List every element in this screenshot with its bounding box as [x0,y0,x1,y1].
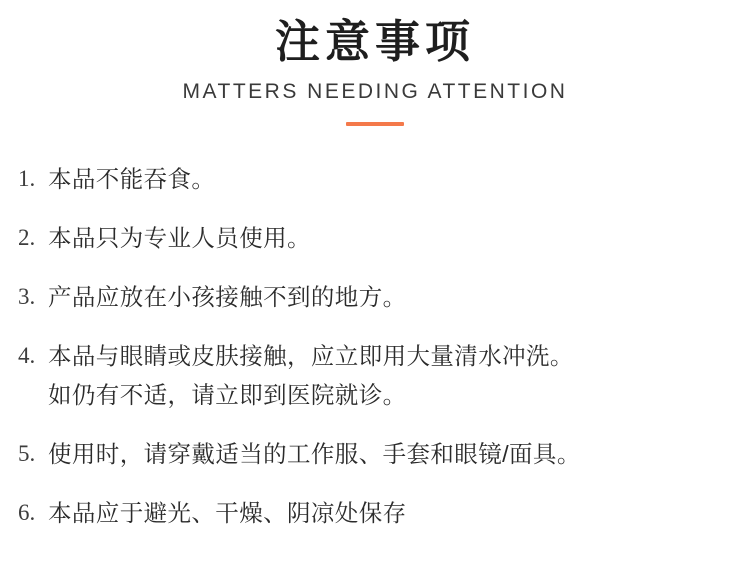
page-title: 注意事项 [274,16,475,67]
list-item-line: 产品应放在小孩接触不到的地方。 [48,284,407,311]
page-header [0,0,750,126]
list-item-text [48,219,311,257]
notice-list [0,160,750,531]
list-item-line: 本品只为专业人员使用。 [48,225,311,252]
list-item-number: 1. [18,166,36,192]
page-subtitle: MATTERS NEEDING ATTENTION [182,80,568,104]
list-item-text [48,160,215,198]
list-item-line: 本品不能吞食。 [48,166,216,193]
accent-divider [346,122,404,126]
list-item-text [48,278,407,316]
list-item [18,494,724,532]
list-item-text [48,337,574,413]
list-item-line: 如仍有不适，请立即到医院就诊。 [48,381,407,408]
list-item-number: 6. [18,499,36,525]
list-item-number: 3. [18,284,36,310]
list-item [18,435,724,473]
list-item [18,219,724,257]
list-item-number: 2. [18,225,36,251]
list-item [18,160,724,198]
list-item-line: 本品与眼睛或皮肤接触，应立即用大量清水冲洗。 [48,343,574,370]
list-item [18,278,724,316]
list-item-number: 4. [18,343,36,369]
list-item-number: 5. [18,440,36,466]
list-item-line: 使用时，请穿戴适当的工作服、手套和眼镜/面具。 [48,440,581,467]
list-item-line: 本品应于避光、干燥、阴凉处保存 [48,499,407,526]
list-item-text [48,435,581,473]
list-item-text [48,494,407,532]
list-item [18,337,724,413]
